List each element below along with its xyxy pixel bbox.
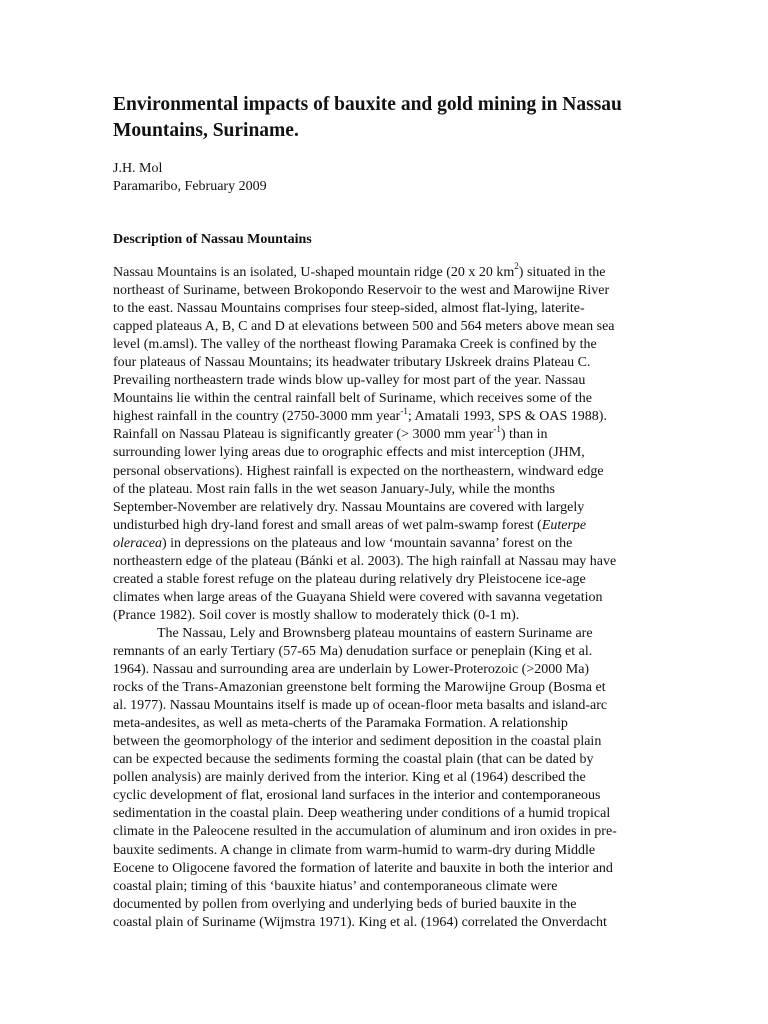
body-line: surrounding lower lying areas due to orographic effects and mist interception (JHM, xyxy=(113,445,585,461)
body-line: coastal plain; timing of this ‘bauxite hiatus’ and contemporaneous climate were xyxy=(113,878,558,894)
body-line: climate in the Paleocene resulted in the accumulation of aluminum and iron oxides in pre- xyxy=(113,824,617,840)
body-line: Nassau Mountains is an isolated, U-shaped mountain ridge (20 x 20 $km^2$) situated in the xyxy=(113,261,606,280)
author-block xyxy=(113,160,267,196)
body-line: documented by pollen from overlying and underlying beds of buried bauxite in the xyxy=(113,896,577,912)
body-line: al. 1977). Nassau Mountains itself is made up of ocean-floor meta basalts and island-arc xyxy=(113,698,608,714)
body-line: to the east. Nassau Mountains comprises four steep-sided, almost flat-lying, laterite- xyxy=(113,301,585,317)
body-line: Eocene to Oligocene favored the formation of laterite and bauxite in both the interior and xyxy=(113,860,613,876)
section-heading: Description of Nassau Mountains xyxy=(113,232,312,247)
body-line: personal observations). Highest rainfall is expected on the northeastern, windward edge xyxy=(113,463,604,479)
body-line: Prevailing northeastern trade winds blow up-valley for most part of the year. Nassau xyxy=(113,373,586,389)
body-line: of the plateau. Most rain falls in the wet season January-July, while the months xyxy=(113,481,555,497)
body-line: cyclic development of flat, erosional land surfaces in the interior and contemporaneous xyxy=(113,788,601,804)
body-line: pollen analysis) are mainly derived from the interior. King et al (1964) described the xyxy=(113,770,586,786)
body-line: created a stable forest refuge on the plateau during relatively dry Pleistocene ice-age xyxy=(113,571,586,587)
body-line: level (m.amsl). The valley of the northeast flowing Paramaka Creek is confined by the xyxy=(113,337,597,353)
body-line: The Nassau, Lely and Brownsberg plateau mountains of eastern Suriname are xyxy=(157,625,593,641)
body-line: coastal plain of Suriname (Wijmstra 1971). King et al. (1964) correlated the Onverdacht xyxy=(113,914,607,930)
place-date: Paramaribo, February 2009 xyxy=(113,179,267,194)
body-line: oleracea) in depressions on the plateaus and low ‘mountain savanna’ forest on the xyxy=(113,535,573,551)
body-line: 1964). Nassau and surrounding area are underlain by Lower-Proterozoic (>2000 Ma) xyxy=(113,662,590,678)
body-line: bauxite sediments. A change in climate from warm-humid to warm-dry during Middle xyxy=(113,842,596,858)
body-line: climates when large areas of the Guayana Shield were covered with savanna vegetation xyxy=(113,589,603,605)
body-line: sedimentation in the coastal plain. Deep weathering under conditions of a humid tropical xyxy=(113,806,611,822)
body-text xyxy=(113,261,663,932)
body-line: capped plateaus A, B, C and D at elevations between 500 and 564 meters above mean sea xyxy=(113,319,615,335)
body-line: can be expected because the sediments forming the coastal plain (that can be dated by xyxy=(113,752,594,768)
body-line: Rainfall on Nassau Plateau is significantly greater (> 3000 mm year$^{-1}$) than in xyxy=(113,423,548,443)
body-line: rocks of the Trans-Amazonian greenstone belt forming the Marowijne Group (Bosma et xyxy=(113,680,606,696)
body-line: northeastern edge of the plateau (Bánki et al. 2003). The high rainfall at Nassau may have xyxy=(113,553,617,569)
body-line: remnants of an early Tertiary (57-65 Ma) denudation surface or peneplain (King et al. xyxy=(113,643,593,659)
document-title xyxy=(113,92,673,144)
title-line-1: Environmental impacts of bauxite and gold mining in Nassau xyxy=(113,94,622,115)
body-line: between the geomorphology of the interior and sediment deposition in the coastal plain xyxy=(113,734,602,750)
title-line-2: Mountains, Suriname. xyxy=(113,120,299,141)
body-line: four plateaus of Nassau Mountains; its headwater tributary IJskreek drains Plateau C. xyxy=(113,355,591,371)
body-line: undisturbed high dry-land forest and small areas of wet palm-swamp forest (Euterpe xyxy=(113,517,587,533)
body-line: meta-andesites, as well as meta-cherts of the Paramaka Formation. A relationship xyxy=(113,716,568,732)
body-line: September-November are relatively dry. Nassau Mountains are covered with largely xyxy=(113,499,585,515)
body-line: highest rainfall in the country (2750-3000 mm year$^{-1}$; Amatali 1993, SPS & OAS 1988). xyxy=(113,405,607,425)
author-name: J.H. Mol xyxy=(113,161,163,176)
body-line: northeast of Suriname, between Brokopondo Reservoir to the west and Marowijne River xyxy=(113,283,610,299)
body-line: Mountains lie within the central rainfall belt of Suriname, which receives some of the xyxy=(113,391,592,407)
body-line: (Prance 1982). Soil cover is mostly shallow to moderately thick (0-1 m). xyxy=(113,607,520,623)
